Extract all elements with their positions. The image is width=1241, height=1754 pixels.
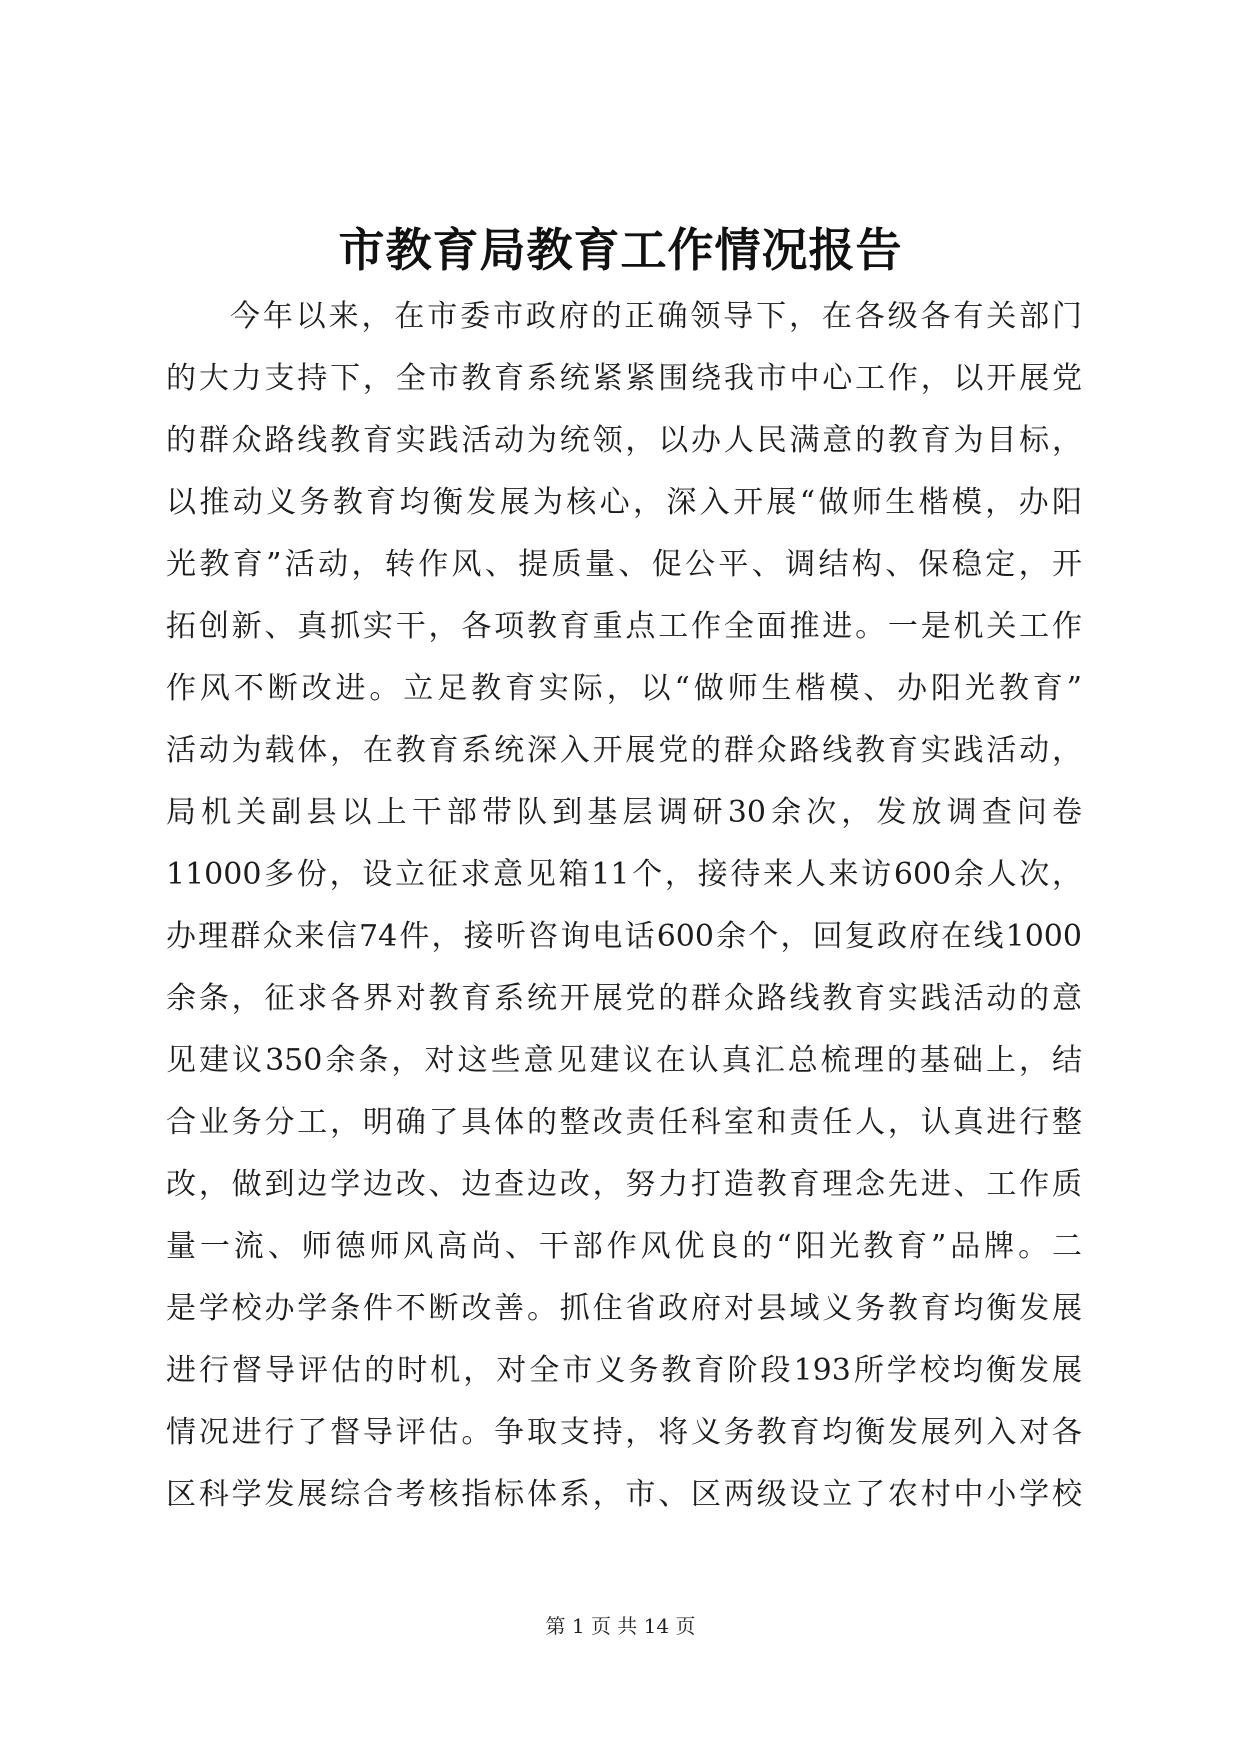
body-line: 见建议350余条，对这些意见建议在认真汇总梳理的基础上，结	[166, 1043, 1082, 1078]
body-line: 是学校办学条件不断改善。抓住省政府对县域义务教育均衡发展	[166, 1291, 1082, 1326]
document-title: 市教育局教育工作情况报告	[338, 223, 903, 277]
body-line: 量一流、师德师风高尚、干部作风优良的“阳光教育”品牌。二	[166, 1229, 1082, 1264]
body-line: 的群众路线教育实践活动为统领，以办人民满意的教育为目标，	[166, 423, 1082, 458]
body-line: 改，做到边学边改、边查边改，努力打造教育理念先进、工作质	[166, 1167, 1082, 1202]
body-line: 光教育”活动，转作风、提质量、促公平、调结构、保稳定，开	[166, 547, 1082, 582]
body-line: 活动为载体，在教育系统深入开展党的群众路线教育实践活动，	[166, 733, 1082, 768]
body-line: 作风不断改进。立足教育实际，以“做师生楷模、办阳光教育”	[166, 671, 1082, 706]
body-line: 余条，征求各界对教育系统开展党的群众路线教育实践活动的意	[166, 981, 1082, 1016]
body-line: 合业务分工，明确了具体的整改责任科室和责任人，认真进行整	[166, 1105, 1082, 1140]
page-number-footer: 第 1 页 共 14 页	[545, 1614, 696, 1638]
body-line: 11000多份，设立征求意见箱11个，接待来人来访600余人次，	[166, 857, 1082, 892]
body-line: 拓创新、真抓实干，各项教育重点工作全面推进。一是机关工作	[166, 609, 1082, 644]
body-line: 进行督导评估的时机，对全市义务教育阶段193所学校均衡发展	[166, 1353, 1082, 1388]
body-line: 情况进行了督导评估。争取支持，将义务教育均衡发展列入对各	[166, 1415, 1082, 1450]
body-line: 以推动义务教育均衡发展为核心，深入开展“做师生楷模，办阳	[166, 485, 1082, 520]
document-body	[166, 286, 1082, 1526]
body-line: 局机关副县以上干部带队到基层调研30余次，发放调查问卷	[166, 795, 1082, 830]
body-line: 的大力支持下，全市教育系统紧紧围绕我市中心工作，以开展党	[166, 361, 1082, 396]
body-line: 办理群众来信74件，接听咨询电话600余个，回复政府在线1000	[166, 919, 1082, 954]
body-line: 今年以来，在市委市政府的正确领导下，在各级各有关部门	[230, 299, 1082, 334]
body-line: 区科学发展综合考核指标体系，市、区两级设立了农村中小学校	[166, 1477, 1082, 1512]
